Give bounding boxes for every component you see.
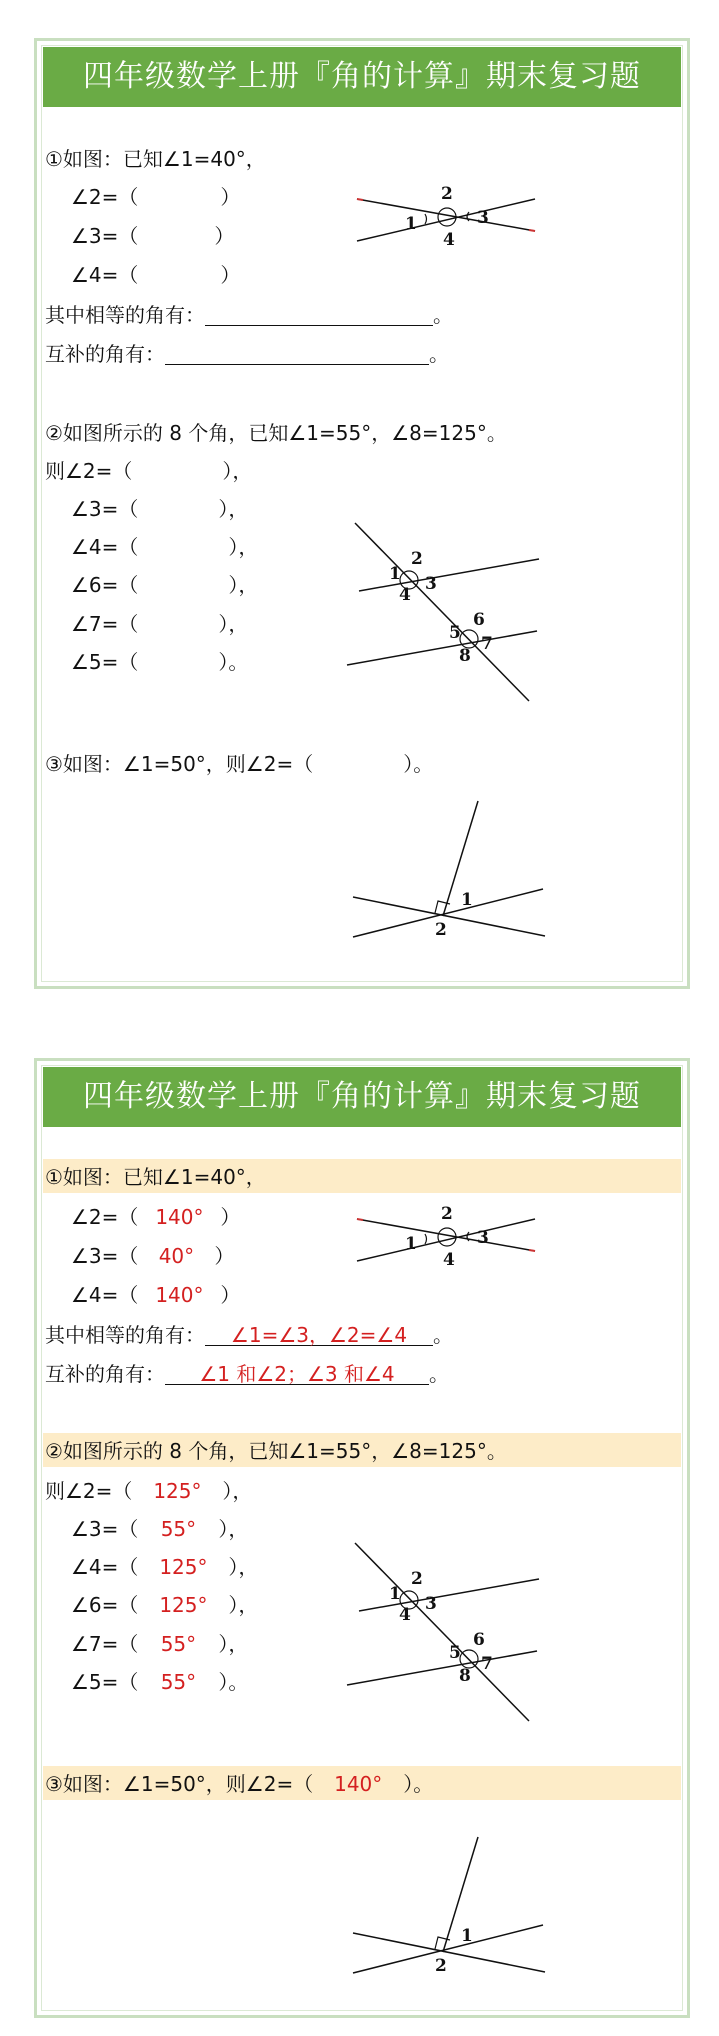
q3-header-row bbox=[45, 752, 433, 776]
q2-angle4-close: ）， bbox=[228, 535, 259, 559]
q3-figure bbox=[353, 1837, 583, 1977]
q1-angle3-answer: 40° bbox=[158, 1244, 195, 1268]
q3-header-pre: ③如图：∠1=50°，则∠2=（ bbox=[45, 752, 314, 776]
q1-angle4-row bbox=[71, 263, 240, 287]
q2-angle3-close: ）， bbox=[218, 1517, 249, 1541]
q2-fig-label: 2 bbox=[411, 549, 423, 569]
q1-fig-label: 3 bbox=[477, 1228, 489, 1248]
q3-fig-label: 1 bbox=[461, 1926, 473, 1946]
q2-line-bottom bbox=[347, 1651, 537, 1685]
q2-line-bottom bbox=[347, 631, 537, 665]
q2-angle2-answer: 125° bbox=[153, 1479, 202, 1503]
q3-figure bbox=[353, 801, 583, 941]
q2-angle4-row bbox=[71, 535, 258, 559]
q1-line-tip bbox=[529, 1250, 535, 1251]
q1-angle4-close: ） bbox=[220, 1283, 241, 1307]
q1-angle2-close: ） bbox=[220, 1205, 241, 1229]
q2-fig-label: 5 bbox=[449, 1643, 461, 1663]
q1-angle2-row bbox=[71, 1205, 240, 1229]
q2-transversal bbox=[355, 1543, 529, 1721]
q1-line-tip bbox=[529, 230, 535, 231]
q3-header-row bbox=[45, 1772, 433, 1796]
q1-supp-row bbox=[45, 1362, 449, 1386]
q3-fig-label: 2 bbox=[435, 1956, 447, 1976]
q1-fig-label: 1 bbox=[405, 1234, 417, 1254]
q2-angle3-row bbox=[71, 1517, 248, 1541]
q1-angle3-close: ） bbox=[214, 224, 235, 248]
q1-angle3-label: ∠3=（ bbox=[71, 1244, 139, 1268]
q2-line-top bbox=[359, 1579, 539, 1611]
q2-angle6-label: ∠6=（ bbox=[71, 1593, 139, 1617]
q1-header: ①如图：已知∠1=40°， bbox=[45, 147, 266, 171]
q1-angle3-row bbox=[71, 224, 234, 248]
q1-angle3-close: ） bbox=[214, 1244, 235, 1268]
q2-header: ②如图所示的 8 个角，已知∠1=55°，∠8=125°。 bbox=[45, 421, 507, 445]
q2-fig-label: 3 bbox=[425, 1594, 437, 1614]
q2-line-top bbox=[359, 559, 539, 591]
q2-angle4-label: ∠4=（ bbox=[71, 1555, 139, 1579]
q1-angle4-close: ） bbox=[220, 263, 241, 287]
q2-angle3-close: ）， bbox=[218, 497, 249, 521]
q2-angle7-label: ∠7=（ bbox=[71, 612, 139, 636]
q1-angle1-arc bbox=[425, 1234, 427, 1244]
q1-line-tip bbox=[357, 1219, 363, 1220]
q2-angle4-answer: 125° bbox=[159, 1555, 208, 1579]
q2-angle7-row bbox=[71, 1632, 248, 1656]
worksheet-answers bbox=[34, 1058, 690, 2018]
q1-angle2-label: ∠2=（ bbox=[71, 185, 139, 209]
q1-figure bbox=[337, 1197, 587, 1297]
q2-angle5-row bbox=[71, 1670, 248, 1694]
page-title: 四年级数学上册『角的计算』期末复习题 bbox=[43, 47, 681, 107]
q2-angle5-close: ）。 bbox=[218, 1670, 249, 1694]
q1-equal-row bbox=[45, 303, 453, 327]
worksheet-blank bbox=[34, 38, 690, 989]
q1-equal-end: 。 bbox=[433, 303, 453, 327]
q2-angle6-answer: 125° bbox=[159, 1593, 208, 1617]
q1-equal-row bbox=[45, 1323, 453, 1347]
q2-angle4-close: ）， bbox=[228, 1555, 259, 1579]
q2-angle2-close: ）， bbox=[222, 1479, 253, 1503]
q2-fig-label: 2 bbox=[411, 1569, 423, 1589]
q2-figure bbox=[347, 1501, 577, 1701]
q2-angle5-answer: 55° bbox=[160, 1670, 197, 1694]
q2-angle4-label: ∠4=（ bbox=[71, 535, 139, 559]
q1-line-tip bbox=[357, 199, 363, 200]
q1-equal-end: 。 bbox=[433, 1323, 453, 1347]
q1-supp-blank[interactable] bbox=[165, 342, 429, 365]
q3-header-post: ）。 bbox=[403, 1772, 434, 1796]
q2-angle2-row bbox=[45, 459, 252, 483]
q1-angle4-answer: 140° bbox=[155, 1283, 204, 1307]
q1-angle2-row bbox=[71, 185, 240, 209]
q2-angle5-row bbox=[71, 650, 248, 674]
q2-angle2-label: 则∠2=（ bbox=[45, 1479, 133, 1503]
q1-equal-label: 其中相等的角有： bbox=[45, 1323, 205, 1347]
q1-supp-row bbox=[45, 342, 449, 366]
q3-fig-label: 1 bbox=[461, 890, 473, 910]
q1-angle2-answer: 140° bbox=[155, 1205, 204, 1229]
page-title: 四年级数学上册『角的计算』期末复习题 bbox=[43, 1067, 681, 1127]
q1-equal-label: 其中相等的角有： bbox=[45, 303, 205, 327]
q1-angle2-close: ） bbox=[220, 185, 241, 209]
q1-fig-label: 1 bbox=[405, 214, 417, 234]
q1-fig-label: 2 bbox=[441, 1204, 453, 1224]
q2-angle2-label: 则∠2=（ bbox=[45, 459, 133, 483]
q2-fig-label: 8 bbox=[459, 1666, 471, 1686]
q2-fig-label: 4 bbox=[399, 1605, 411, 1625]
q1-angle4-row bbox=[71, 1283, 240, 1307]
q2-angle6-row bbox=[71, 573, 258, 597]
q2-angle3-label: ∠3=（ bbox=[71, 497, 139, 521]
q2-angle2-row bbox=[45, 1479, 252, 1503]
q2-header: ②如图所示的 8 个角，已知∠1=55°，∠8=125°。 bbox=[45, 1439, 507, 1463]
q2-fig-label: 1 bbox=[389, 564, 401, 584]
q2-angle7-answer: 55° bbox=[160, 1632, 197, 1656]
q2-transversal bbox=[355, 523, 529, 701]
q1-supp-label: 互补的角有： bbox=[45, 1362, 165, 1386]
q2-fig-label: 7 bbox=[481, 634, 493, 654]
q2-angle7-close: ）， bbox=[218, 612, 249, 636]
q1-angle3-label: ∠3=（ bbox=[71, 224, 139, 248]
q3-fig-label: 2 bbox=[435, 920, 447, 940]
q2-fig-label: 4 bbox=[399, 585, 411, 605]
q2-angle6-row bbox=[71, 1593, 258, 1617]
q2-angle5-label: ∠5=（ bbox=[71, 650, 139, 674]
q2-angle6-close: ）， bbox=[228, 573, 259, 597]
q2-angle7-label: ∠7=（ bbox=[71, 1632, 139, 1656]
q2-angle6-label: ∠6=（ bbox=[71, 573, 139, 597]
q2-angle3-answer: 55° bbox=[160, 1517, 197, 1541]
q1-supp-label: 互补的角有： bbox=[45, 342, 165, 366]
q1-angle4-label: ∠4=（ bbox=[71, 263, 139, 287]
q2-fig-label: 8 bbox=[459, 646, 471, 666]
q1-fig-label: 2 bbox=[441, 184, 453, 204]
q2-fig-label: 5 bbox=[449, 623, 461, 643]
q1-supp-answer: ∠1 和∠2；∠3 和∠4 bbox=[165, 1362, 429, 1385]
q1-fig-label: 3 bbox=[477, 208, 489, 228]
q2-fig-label: 6 bbox=[473, 1630, 485, 1650]
q2-fig-label: 1 bbox=[389, 1584, 401, 1604]
q1-header: ①如图：已知∠1=40°， bbox=[45, 1165, 266, 1189]
q2-fig-label: 7 bbox=[481, 1654, 493, 1674]
q1-angle3-row bbox=[71, 1244, 234, 1268]
q3-header-pre: ③如图：∠1=50°，则∠2=（ bbox=[45, 1772, 314, 1796]
q3-angle2-answer: 140° bbox=[334, 1772, 383, 1796]
q1-angle2-label: ∠2=（ bbox=[71, 1205, 139, 1229]
q2-angle2-close: ）， bbox=[222, 459, 253, 483]
q2-angle3-row bbox=[71, 497, 248, 521]
q1-supp-end: 。 bbox=[429, 1362, 449, 1386]
q2-angle4-row bbox=[71, 1555, 258, 1579]
q2-angle5-close: ）。 bbox=[218, 650, 249, 674]
q2-fig-label: 6 bbox=[473, 610, 485, 630]
q1-supp-end: 。 bbox=[429, 342, 449, 366]
q1-equal-blank[interactable] bbox=[205, 303, 433, 326]
q2-angle5-label: ∠5=（ bbox=[71, 1670, 139, 1694]
q1-fig-label: 4 bbox=[443, 1250, 455, 1270]
q1-figure bbox=[337, 177, 587, 277]
q1-equal-answer: ∠1=∠3，∠2=∠4 bbox=[205, 1323, 433, 1346]
q2-angle3-label: ∠3=（ bbox=[71, 1517, 139, 1541]
q2-figure bbox=[347, 481, 577, 681]
q2-fig-label: 3 bbox=[425, 574, 437, 594]
q3-header-post: ）。 bbox=[403, 752, 434, 776]
q2-angle7-row bbox=[71, 612, 248, 636]
q1-fig-label: 4 bbox=[443, 230, 455, 250]
q2-angle7-close: ）， bbox=[218, 1632, 249, 1656]
q1-angle4-label: ∠4=（ bbox=[71, 1283, 139, 1307]
q2-angle6-close: ）， bbox=[228, 1593, 259, 1617]
q1-angle1-arc bbox=[425, 214, 427, 224]
